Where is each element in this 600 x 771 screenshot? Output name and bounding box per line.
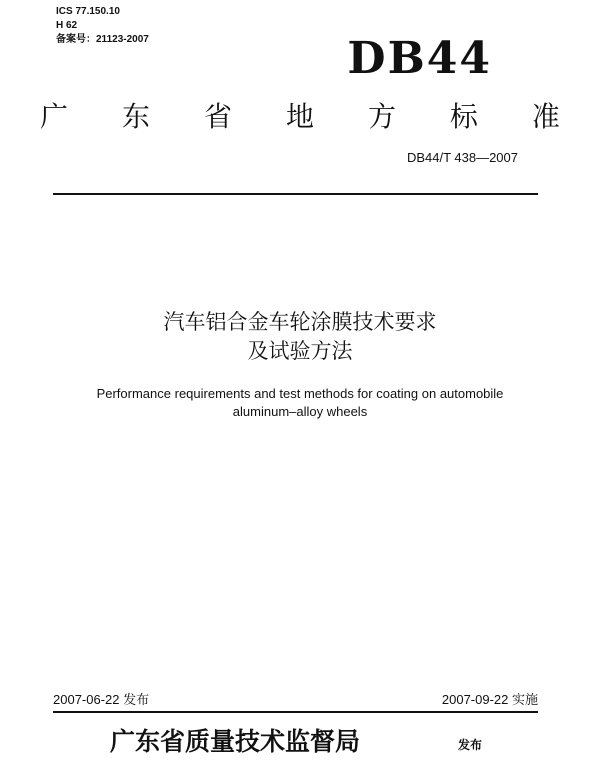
standard-type-char: 准 <box>531 100 560 133</box>
record-number: 备案号：21123-2007 <box>56 34 149 45</box>
bottom-divider <box>53 711 538 713</box>
issue-date: 2007-06-22 发布 <box>53 692 150 707</box>
standard-number: DB44/T 438—2007 <box>406 150 518 165</box>
title-chinese-line2: 及试验方法 <box>247 339 353 363</box>
title-english-line2: aluminum–alloy wheels <box>232 404 368 419</box>
ics-code: ICS 77.150.10 <box>56 6 120 17</box>
standard-type-char: 地 <box>285 100 314 133</box>
standard-type-char: 省 <box>203 100 232 133</box>
standard-type-char: 方 <box>367 100 396 133</box>
standard-type-char: 标 <box>449 100 478 133</box>
standard-type-char: 东 <box>121 100 150 133</box>
issued-label: 发布 <box>458 738 483 752</box>
standard-type-heading <box>40 100 560 134</box>
top-divider <box>53 193 538 195</box>
classification-code: H 62 <box>56 20 78 31</box>
issuing-authority: 广东省质量技术监督局 <box>110 727 361 756</box>
standard-type-char: 广 <box>40 100 69 133</box>
standard-code-logo: DB44 <box>347 33 492 84</box>
title-english-line1: Performance requirements and test methods for coating on automobile <box>96 386 504 401</box>
title-chinese-line1: 汽车铝合金车轮涂膜技术要求 <box>163 310 437 334</box>
implementation-date: 2007-09-22 实施 <box>441 692 538 707</box>
